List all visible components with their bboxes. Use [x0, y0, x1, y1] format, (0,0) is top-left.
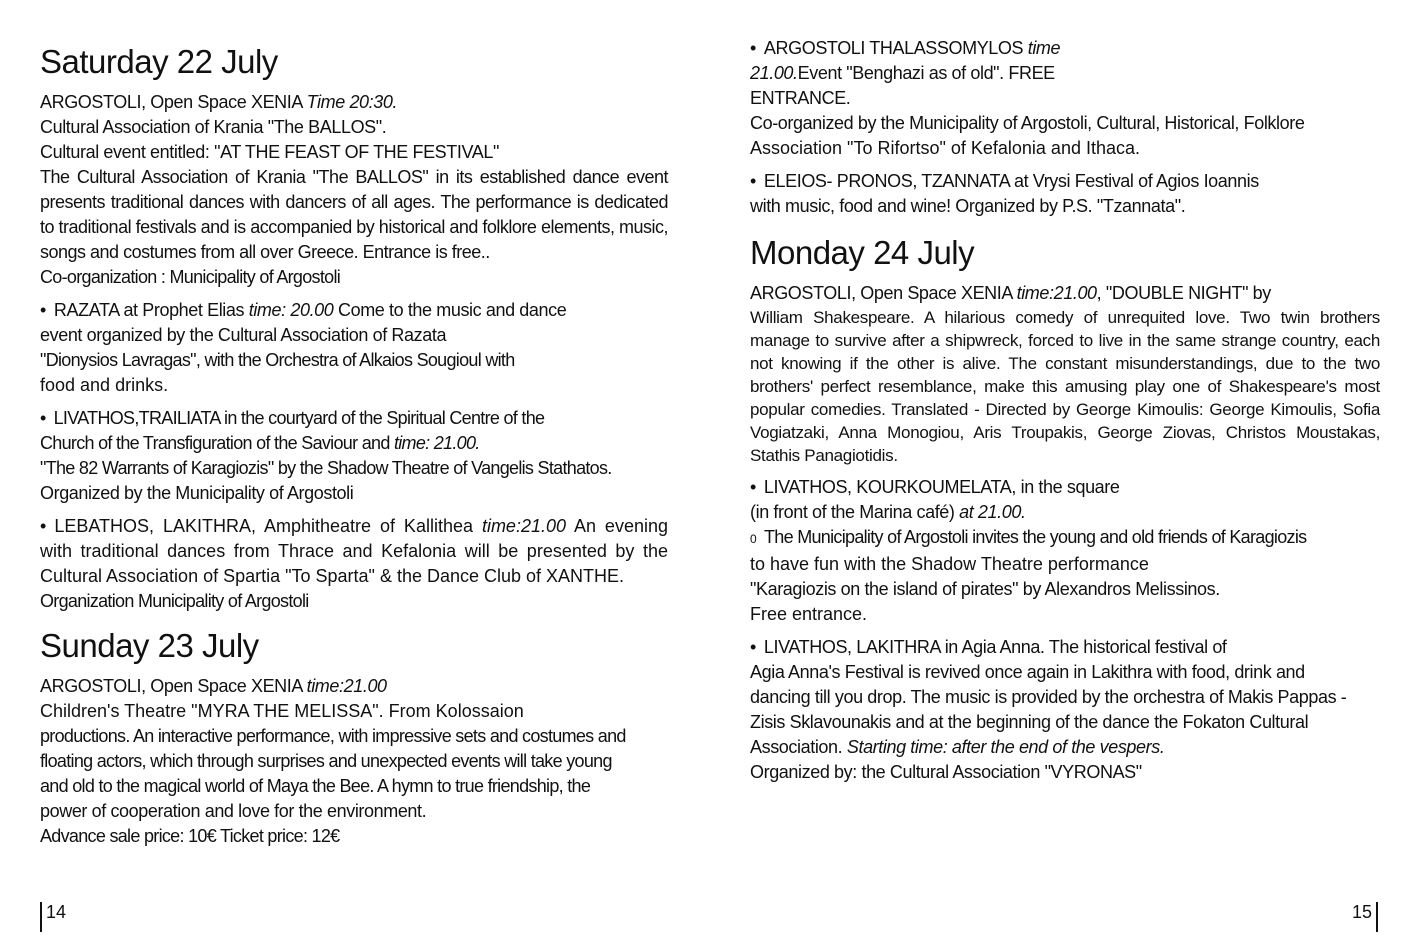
bullet-icon: • — [750, 38, 756, 58]
event-location-line — [40, 674, 668, 699]
page-number-text: 14 — [46, 902, 67, 922]
page-number-left — [40, 902, 66, 932]
event-line — [750, 635, 1380, 660]
right-page — [750, 0, 1380, 946]
event-time: time: 20.00 — [248, 300, 334, 320]
event-monday-lakithra — [750, 635, 1380, 785]
event-monday-xenia — [750, 281, 1380, 467]
event-saturday-xenia — [40, 90, 668, 290]
event-saturday-trailiata — [40, 406, 668, 506]
event-line: productions. An interactive performance, with impressive sets and costumes and — [40, 726, 626, 746]
bullet-icon: • — [40, 300, 46, 320]
event-line: with music, food and wine! Organized by P.S. "Tzannata". — [750, 196, 1186, 216]
event-text: Event "Benghazi as of old". FREE — [797, 63, 1055, 83]
event-text: Come to the music and dance — [333, 300, 567, 320]
day-heading-sunday: Sunday 23 July — [40, 627, 259, 664]
event-location-line — [40, 90, 668, 115]
event-line: "The 82 Warrants of Karagiozis" by the Shadow Theatre of Vangelis Stathatos. — [40, 458, 612, 478]
event-line: event organized by the Cultural Association of Razata — [40, 325, 447, 345]
event-line: and old to the magical world of Maya the Bee. A hymn to true friendship, the — [40, 776, 591, 796]
event-sunday-thalassomylos — [750, 36, 1380, 161]
list-marker: 0 — [750, 532, 756, 546]
event-text: Association. — [750, 737, 847, 757]
event-location: ELEIOS- PRONOS, TZANNATA at Vrysi Festival of Agios Ioannis — [763, 171, 1259, 191]
event-line — [750, 475, 1380, 500]
event-location: LIVATHOS, KOURKOUMELATA, in the square — [763, 477, 1120, 497]
event-line: Cultural Association of Krania "The BALLOS". — [40, 117, 387, 137]
event-text: The Municipality of Argostoli invites the young and old friends of Karagiozis — [763, 527, 1307, 547]
event-line — [750, 169, 1380, 194]
event-time: Time 20:30. — [306, 92, 398, 112]
bullet-icon: • — [40, 516, 47, 536]
event-line — [750, 36, 1380, 61]
event-sunday-xenia — [40, 674, 668, 849]
event-location: LIVATHOS, LAKITHRA in Agia Anna. The historical festival of — [763, 637, 1227, 657]
event-text: Church of the Transfiguration of the Saviour and — [40, 433, 394, 453]
event-location: LIVATHOS,TRAILIATA in the courtyard of the Spiritual Centre of the — [53, 408, 545, 428]
event-line: dancing till you drop. The music is provided by the orchestra of Makis Pappas - — [750, 687, 1347, 707]
event-line: to have fun with the Shadow Theatre performance — [750, 554, 1149, 574]
event-line — [750, 500, 1380, 525]
event-line: power of cooperation and love for the environment. — [40, 801, 427, 821]
event-line — [750, 735, 1380, 760]
bullet-icon: • — [750, 477, 756, 497]
event-description — [40, 514, 668, 589]
event-line: floating actors, which through surprises and unexpected events will take young — [40, 751, 612, 771]
page-number-text: 15 — [1352, 902, 1373, 922]
event-location: ARGOSTOLI, Open Space XENIA — [40, 92, 307, 112]
event-location: ARGOSTOLI, Open Space XENIA — [40, 676, 307, 696]
event-location: RAZATA at Prophet Elias — [53, 300, 249, 320]
event-line — [40, 298, 668, 323]
event-monday-kourkoumelata — [750, 475, 1380, 627]
event-saturday-lebathos — [40, 514, 668, 614]
day-heading-saturday: Saturday 22 July — [40, 43, 278, 80]
event-text: (in front of the Marina café) — [750, 502, 960, 522]
event-organizer: Co-organization : Municipality of Argostoli — [40, 267, 341, 287]
event-time: at 21.00. — [959, 502, 1026, 522]
event-line: food and drinks. — [40, 375, 169, 395]
event-organizer: Organization Municipality of Argostoli — [40, 591, 309, 611]
event-time: time:21.00 — [1016, 283, 1097, 303]
event-description: The Cultural Association of Krania "The BALLOS" in its established dance event presents traditional dances with dancers of all ages. The performance is dedicated to traditional festivals and is accompanied by historical and folklore elements, music, songs and costumes from all over Greece. Entrance is free.. — [40, 167, 668, 262]
event-text: , "DOUBLE NIGHT" by — [1096, 283, 1271, 303]
event-organizer: Association "To Rifortso" of Kefalonia and Ithaca. — [750, 138, 1140, 158]
event-time: time — [1027, 38, 1061, 58]
event-sunday-tzannata — [750, 169, 1380, 219]
event-line: Zisis Sklavounakis and at the beginning of the dance the Fokaton Cultural — [750, 712, 1309, 732]
page-number-right — [1352, 902, 1378, 932]
event-time: 21.00. — [750, 63, 798, 83]
left-page — [40, 0, 668, 946]
event-saturday-razata — [40, 298, 668, 398]
event-description: William Shakespeare. A hilarious comedy of unrequited love. Two twin brothers manage to survive after a shipwreck, forced to live in the same strange country, each not knowing if the other is alive. The constant misunderstandings, due to the two brothers' perfect resemblance, make this amusing play one of Shakespeare's most popular comedies. Translated - Directed by George Kimoulis: George Kimoulis, Sofia Vogiatzaki, Anna Monogiou, Aris Troupakis, George Ziovas, Christos Moustakas, Stathis Panagiotidis. — [750, 308, 1380, 465]
event-organizer: Organized by: the Cultural Association "VYRONAS" — [750, 762, 1142, 782]
event-line: Agia Anna's Festival is revived once again in Lakithra with food, drink and — [750, 662, 1305, 682]
event-location-line — [750, 281, 1380, 306]
day-heading-monday: Monday 24 July — [750, 234, 975, 271]
event-line — [750, 61, 1380, 86]
event-location: ARGOSTOLI, Open Space XENIA — [750, 283, 1017, 303]
event-line: ENTRANCE. — [750, 88, 851, 108]
event-line: "Karagiozis on the island of pirates" by Alexandros Melissinos. — [750, 579, 1220, 599]
event-line — [40, 406, 668, 431]
bullet-icon: • — [40, 408, 46, 428]
event-time: time:21.00 — [306, 676, 387, 696]
event-line — [40, 431, 668, 456]
event-time: Starting time: after the end of the vespers. — [846, 737, 1165, 757]
event-location: LEBATHOS, LAKITHRA, Amphitheatre of Kallithea — [54, 516, 482, 536]
event-text: An evening with traditional dances from Thrace and Kefalonia will be presented by the Cultural Association of Spartia "To Sparta" & the Dance Club of XANTHE. — [40, 516, 668, 586]
event-organizer: Organized by the Municipality of Argostoli — [40, 483, 354, 503]
bullet-icon: • — [750, 637, 756, 657]
event-line — [750, 525, 1380, 552]
event-time: time:21.00 — [481, 516, 566, 536]
event-line: Co-organized by the Municipality of Argostoli, Cultural, Historical, Folklore — [750, 113, 1305, 133]
event-time: time: 21.00. — [393, 433, 480, 453]
event-line: Free entrance. — [750, 604, 868, 624]
event-location: ARGOSTOLI THALASSOMYLOS — [763, 38, 1028, 58]
event-line: "Dionysios Lavragas", with the Orchestra of Alkaios Sougioul with — [40, 350, 515, 370]
bullet-icon: • — [750, 171, 756, 191]
event-line: Cultural event entitled: "AT THE FEAST OF THE FESTIVAL" — [40, 142, 499, 162]
event-line: Children's Theatre "MYRA THE MELISSA". From Kolossaion — [40, 701, 524, 721]
event-price: Advance sale price: 10€ Ticket price: 12€ — [40, 826, 340, 846]
